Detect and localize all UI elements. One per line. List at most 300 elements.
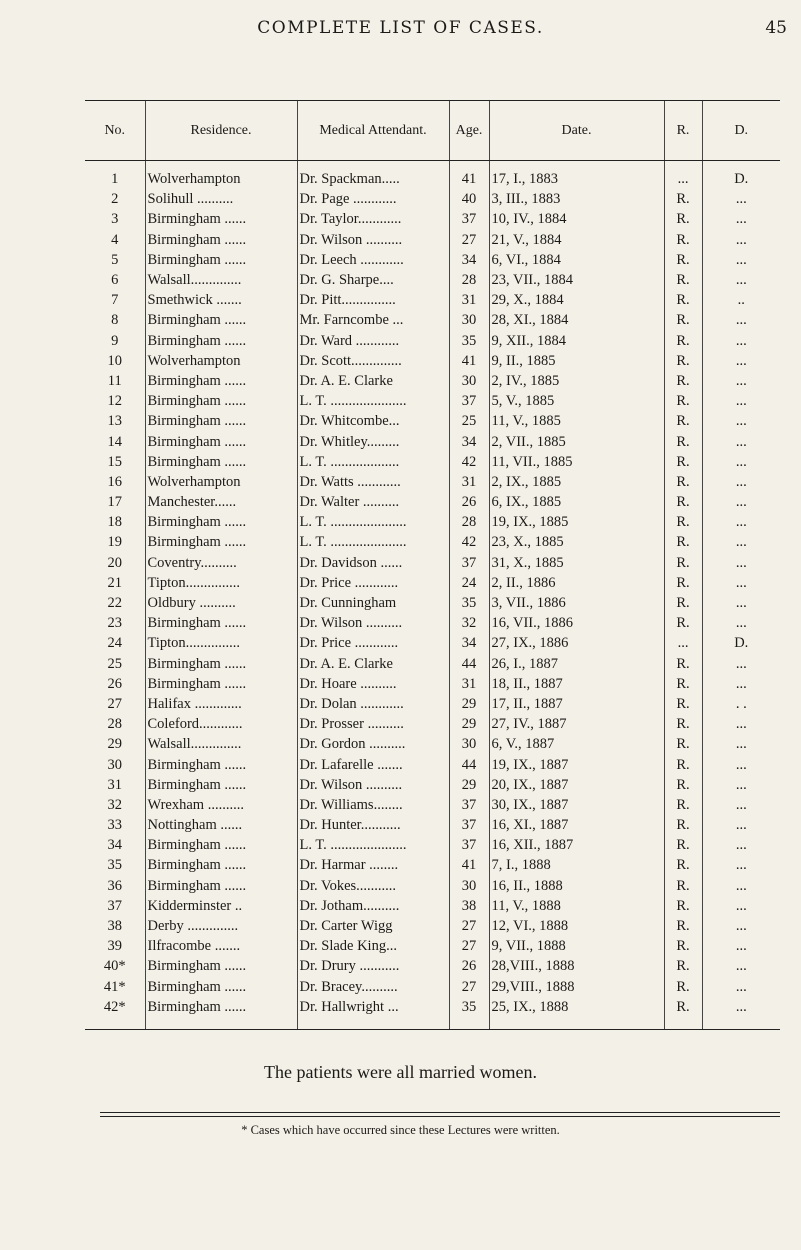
residence-cell: Birmingham ......	[145, 977, 297, 997]
age-cell: 37	[449, 835, 489, 855]
table-row	[85, 331, 780, 351]
recovered-cell: R.	[664, 694, 702, 714]
died-cell: ...	[702, 613, 780, 633]
date-cell: 28,VIII., 1888	[489, 956, 664, 976]
died-cell: ...	[702, 250, 780, 270]
died-cell: ...	[702, 674, 780, 694]
age-cell: 34	[449, 431, 489, 451]
case-number: 36	[107, 877, 122, 894]
recovered-cell: R.	[664, 351, 702, 371]
table-row	[85, 189, 780, 209]
case-number: 33	[107, 817, 122, 834]
column-header: D.	[702, 101, 780, 161]
attendant-cell: Dr. Leech ............	[297, 250, 449, 270]
attendant-cell: Dr. A. E. Clarke	[297, 654, 449, 674]
table-row	[85, 161, 780, 190]
recovered-cell: R.	[664, 371, 702, 391]
recovered-cell: R.	[664, 835, 702, 855]
recovered-cell: R.	[664, 674, 702, 694]
residence-cell: Birmingham ......	[145, 775, 297, 795]
recovered-cell: R.	[664, 532, 702, 552]
recovered-cell: R.	[664, 593, 702, 613]
recovered-cell: R.	[664, 452, 702, 472]
died-cell: ...	[702, 512, 780, 532]
died-cell: ...	[702, 795, 780, 815]
table-row	[85, 553, 780, 573]
age-cell: 42	[449, 452, 489, 472]
died-cell: ...	[702, 714, 780, 734]
recovered-cell: ...	[664, 633, 702, 653]
age-cell: 37	[449, 815, 489, 835]
date-cell: 26, I., 1887	[489, 654, 664, 674]
table-row	[85, 270, 780, 290]
residence-cell: Birmingham ......	[145, 674, 297, 694]
recovered-cell: R.	[664, 714, 702, 734]
recovered-cell: ...	[664, 161, 702, 190]
date-cell: 27, IX., 1886	[489, 633, 664, 653]
attendant-cell: Dr. Page ............	[297, 189, 449, 209]
date-cell: 6, V., 1887	[489, 734, 664, 754]
attendant-cell: Dr. Wilson ..........	[297, 613, 449, 633]
age-cell: 40	[449, 189, 489, 209]
attendant-cell: Mr. Farncombe ...	[297, 310, 449, 330]
died-cell: D.	[702, 633, 780, 653]
residence-cell: Wrexham ..........	[145, 795, 297, 815]
age-cell: 37	[449, 209, 489, 229]
died-cell: ...	[702, 472, 780, 492]
age-cell: 31	[449, 290, 489, 310]
table-row	[85, 633, 780, 653]
residence-cell: Ilfracombe .......	[145, 936, 297, 956]
died-cell: ...	[702, 734, 780, 754]
case-number: 10	[107, 352, 122, 369]
recovered-cell: R.	[664, 189, 702, 209]
table-row	[85, 916, 780, 936]
residence-cell: Birmingham ......	[145, 754, 297, 774]
age-cell: 44	[449, 754, 489, 774]
age-cell: 35	[449, 997, 489, 1030]
case-number: 35	[107, 857, 122, 874]
case-number: 1	[111, 171, 119, 188]
case-number: 24	[107, 635, 122, 652]
table-row	[85, 593, 780, 613]
table-row	[85, 472, 780, 492]
case-number: 27	[107, 695, 122, 712]
died-cell: ...	[702, 270, 780, 290]
case-number: 14	[107, 433, 122, 450]
case-number: 17	[107, 494, 122, 511]
column-header: R.	[664, 101, 702, 161]
date-cell: 21, V., 1884	[489, 230, 664, 250]
attendant-cell: Dr. Gordon ..........	[297, 734, 449, 754]
died-cell: ...	[702, 896, 780, 916]
died-cell: ...	[702, 331, 780, 351]
age-cell: 27	[449, 977, 489, 997]
died-cell: ...	[702, 230, 780, 250]
case-number: 22	[107, 595, 122, 612]
date-cell: 3, III., 1883	[489, 189, 664, 209]
case-number: 9	[111, 332, 119, 349]
case-number: 6	[111, 272, 119, 289]
residence-cell: Walsall..............	[145, 270, 297, 290]
died-cell: ...	[702, 956, 780, 976]
date-cell: 23, X., 1885	[489, 532, 664, 552]
date-cell: 20, IX., 1887	[489, 775, 664, 795]
attendant-cell: Dr. Whitley.........	[297, 431, 449, 451]
table-row	[85, 452, 780, 472]
table-row	[85, 775, 780, 795]
running-title: COMPLETE LIST OF CASES.	[257, 18, 544, 38]
table-row	[85, 876, 780, 896]
recovered-cell: R.	[664, 855, 702, 875]
date-cell: 11, V., 1885	[489, 411, 664, 431]
age-cell: 41	[449, 855, 489, 875]
date-cell: 2, IV., 1885	[489, 371, 664, 391]
age-cell: 24	[449, 573, 489, 593]
recovered-cell: R.	[664, 613, 702, 633]
residence-cell: Birmingham ......	[145, 209, 297, 229]
table-row	[85, 512, 780, 532]
case-number: 11	[107, 372, 122, 389]
residence-cell: Birmingham ......	[145, 654, 297, 674]
table-row	[85, 956, 780, 976]
recovered-cell: R.	[664, 956, 702, 976]
date-cell: 9, XII., 1884	[489, 331, 664, 351]
age-cell: 30	[449, 310, 489, 330]
column-header: Date.	[489, 101, 664, 161]
died-cell: ...	[702, 997, 780, 1030]
recovered-cell: R.	[664, 290, 702, 310]
residence-cell: Birmingham ......	[145, 431, 297, 451]
died-cell: ...	[702, 431, 780, 451]
age-cell: 38	[449, 896, 489, 916]
case-number: 31	[107, 776, 122, 793]
died-cell: D.	[702, 161, 780, 190]
attendant-cell: Dr. Cunningham	[297, 593, 449, 613]
recovered-cell: R.	[664, 795, 702, 815]
age-cell: 41	[449, 351, 489, 371]
age-cell: 27	[449, 916, 489, 936]
case-number: 40*	[103, 958, 126, 975]
recovered-cell: R.	[664, 270, 702, 290]
attendant-cell: Dr. Hoare ..........	[297, 674, 449, 694]
date-cell: 23, VII., 1884	[489, 270, 664, 290]
table-row	[85, 492, 780, 512]
table-row	[85, 613, 780, 633]
residence-cell: Birmingham ......	[145, 512, 297, 532]
attendant-cell: Dr. Davidson ......	[297, 553, 449, 573]
date-cell: 25, IX., 1888	[489, 997, 664, 1030]
residence-cell: Halifax .............	[145, 694, 297, 714]
date-cell: 5, V., 1885	[489, 391, 664, 411]
recovered-cell: R.	[664, 512, 702, 532]
residence-cell: Birmingham ......	[145, 956, 297, 976]
column-header: No.	[85, 101, 145, 161]
residence-cell: Derby ..............	[145, 916, 297, 936]
case-number: 12	[107, 393, 122, 410]
residence-cell: Wolverhampton	[145, 161, 297, 190]
died-cell: ...	[702, 351, 780, 371]
attendant-cell: L. T. .....................	[297, 835, 449, 855]
attendant-cell: Dr. Harmar ........	[297, 855, 449, 875]
date-cell: 6, IX., 1885	[489, 492, 664, 512]
residence-cell: Manchester......	[145, 492, 297, 512]
date-cell: 2, VII., 1885	[489, 431, 664, 451]
case-number: 28	[107, 716, 122, 733]
died-cell: ...	[702, 371, 780, 391]
attendant-cell: Dr. Slade King...	[297, 936, 449, 956]
summary-note: The patients were all married women.	[264, 1062, 537, 1082]
residence-cell: Birmingham ......	[145, 310, 297, 330]
date-cell: 31, X., 1885	[489, 553, 664, 573]
recovered-cell: R.	[664, 754, 702, 774]
age-cell: 35	[449, 331, 489, 351]
date-cell: 6, VI., 1884	[489, 250, 664, 270]
attendant-cell: Dr. Taylor............	[297, 209, 449, 229]
table-row	[85, 674, 780, 694]
table-row	[85, 754, 780, 774]
table-row	[85, 573, 780, 593]
date-cell: 30, IX., 1887	[489, 795, 664, 815]
table-row	[85, 896, 780, 916]
date-cell: 16, XI., 1887	[489, 815, 664, 835]
recovered-cell: R.	[664, 230, 702, 250]
date-cell: 18, II., 1887	[489, 674, 664, 694]
date-cell: 28, XI., 1884	[489, 310, 664, 330]
residence-cell: Kidderminster ..	[145, 896, 297, 916]
case-number: 21	[107, 574, 122, 591]
attendant-cell: Dr. Vokes...........	[297, 876, 449, 896]
attendant-cell: Dr. Pitt...............	[297, 290, 449, 310]
column-header: Age.	[449, 101, 489, 161]
case-number: 2	[111, 191, 119, 208]
age-cell: 42	[449, 532, 489, 552]
table-row	[85, 351, 780, 371]
died-cell: ..	[702, 290, 780, 310]
date-cell: 27, IV., 1887	[489, 714, 664, 734]
died-cell: . .	[702, 694, 780, 714]
recovered-cell: R.	[664, 775, 702, 795]
residence-cell: Birmingham ......	[145, 876, 297, 896]
age-cell: 41	[449, 161, 489, 190]
recovered-cell: R.	[664, 310, 702, 330]
recovered-cell: R.	[664, 250, 702, 270]
attendant-cell: Dr. A. E. Clarke	[297, 371, 449, 391]
attendant-cell: Dr. Jotham..........	[297, 896, 449, 916]
table-row	[85, 230, 780, 250]
table-row	[85, 250, 780, 270]
case-number: 4	[111, 231, 119, 248]
died-cell: ...	[702, 189, 780, 209]
case-number: 23	[107, 615, 122, 632]
age-cell: 31	[449, 472, 489, 492]
residence-cell: Birmingham ......	[145, 331, 297, 351]
date-cell: 7, I., 1888	[489, 855, 664, 875]
case-number: 30	[107, 756, 122, 773]
residence-cell: Wolverhampton	[145, 351, 297, 371]
attendant-cell: Dr. Carter Wigg	[297, 916, 449, 936]
recovered-cell: R.	[664, 997, 702, 1030]
cases-table	[85, 100, 780, 1030]
attendant-cell: Dr. Hallwright ...	[297, 997, 449, 1030]
table-row	[85, 371, 780, 391]
age-cell: 27	[449, 936, 489, 956]
age-cell: 26	[449, 956, 489, 976]
case-number: 7	[111, 292, 119, 309]
died-cell: ...	[702, 411, 780, 431]
table-row	[85, 431, 780, 451]
age-cell: 30	[449, 371, 489, 391]
page-number: 45	[765, 18, 787, 38]
died-cell: ...	[702, 835, 780, 855]
age-cell: 37	[449, 553, 489, 573]
residence-cell: Walsall..............	[145, 734, 297, 754]
table-row	[85, 714, 780, 734]
age-cell: 37	[449, 391, 489, 411]
table-row	[85, 310, 780, 330]
died-cell: ...	[702, 775, 780, 795]
died-cell: ...	[702, 754, 780, 774]
case-number: 13	[107, 413, 122, 430]
date-cell: 17, I., 1883	[489, 161, 664, 190]
age-cell: 32	[449, 613, 489, 633]
case-number: 39	[107, 938, 122, 955]
died-cell: ...	[702, 593, 780, 613]
case-number: 18	[107, 514, 122, 531]
attendant-cell: Dr. Dolan ............	[297, 694, 449, 714]
case-number: 20	[107, 554, 122, 571]
table-row	[85, 290, 780, 310]
attendant-cell: Dr. Whitcombe...	[297, 411, 449, 431]
date-cell: 10, IV., 1884	[489, 209, 664, 229]
case-number: 34	[107, 837, 122, 854]
column-header: Residence.	[145, 101, 297, 161]
residence-cell: Birmingham ......	[145, 371, 297, 391]
recovered-cell: R.	[664, 553, 702, 573]
attendant-cell: Dr. Hunter...........	[297, 815, 449, 835]
date-cell: 9, VII., 1888	[489, 936, 664, 956]
recovered-cell: R.	[664, 431, 702, 451]
date-cell: 16, VII., 1886	[489, 613, 664, 633]
recovered-cell: R.	[664, 896, 702, 916]
died-cell: ...	[702, 654, 780, 674]
attendant-cell: L. T. ...................	[297, 452, 449, 472]
died-cell: ...	[702, 310, 780, 330]
table-row	[85, 997, 780, 1030]
age-cell: 30	[449, 734, 489, 754]
age-cell: 26	[449, 492, 489, 512]
died-cell: ...	[702, 977, 780, 997]
case-number: 19	[107, 534, 122, 551]
residence-cell: Tipton...............	[145, 573, 297, 593]
residence-cell: Wolverhampton	[145, 472, 297, 492]
date-cell: 17, II., 1887	[489, 694, 664, 714]
case-number: 32	[107, 796, 122, 813]
died-cell: ...	[702, 553, 780, 573]
recovered-cell: R.	[664, 411, 702, 431]
attendant-cell: Dr. Bracey..........	[297, 977, 449, 997]
case-number: 42*	[85, 997, 145, 1030]
age-cell: 29	[449, 775, 489, 795]
recovered-cell: R.	[664, 472, 702, 492]
residence-cell: Nottingham ......	[145, 815, 297, 835]
attendant-cell: L. T. .....................	[297, 512, 449, 532]
date-cell: 2, IX., 1885	[489, 472, 664, 492]
attendant-cell: Dr. Wilson ..........	[297, 230, 449, 250]
died-cell: ...	[702, 936, 780, 956]
divider-rule	[100, 1112, 780, 1113]
residence-cell: Oldbury ..........	[145, 593, 297, 613]
age-cell: 31	[449, 674, 489, 694]
table-row	[85, 936, 780, 956]
case-number: 26	[107, 675, 122, 692]
attendant-cell: L. T. .....................	[297, 532, 449, 552]
recovered-cell: R.	[664, 734, 702, 754]
date-cell: 29, X., 1884	[489, 290, 664, 310]
divider-rule	[100, 1116, 780, 1117]
age-cell: 37	[449, 795, 489, 815]
recovered-cell: R.	[664, 209, 702, 229]
date-cell: 12, VI., 1888	[489, 916, 664, 936]
case-number: 29	[107, 736, 122, 753]
died-cell: ...	[702, 815, 780, 835]
attendant-cell: L. T. .....................	[297, 391, 449, 411]
case-number: 15	[107, 453, 122, 470]
date-cell: 16, II., 1888	[489, 876, 664, 896]
died-cell: ...	[702, 855, 780, 875]
died-cell: ...	[702, 916, 780, 936]
died-cell: ...	[702, 452, 780, 472]
attendant-cell: Dr. Ward ............	[297, 331, 449, 351]
residence-cell: Smethwick .......	[145, 290, 297, 310]
attendant-cell: Dr. Wilson ..........	[297, 775, 449, 795]
residence-cell: Birmingham ......	[145, 835, 297, 855]
table-row	[85, 209, 780, 229]
case-number: 37	[107, 897, 122, 914]
residence-cell: Birmingham ......	[145, 997, 297, 1030]
case-number: 5	[111, 251, 119, 268]
age-cell: 34	[449, 250, 489, 270]
table-row	[85, 532, 780, 552]
residence-cell: Birmingham ......	[145, 855, 297, 875]
recovered-cell: R.	[664, 815, 702, 835]
table-row	[85, 835, 780, 855]
date-cell: 19, IX., 1887	[489, 754, 664, 774]
age-cell: 34	[449, 633, 489, 653]
page-header	[0, 12, 801, 52]
table-row	[85, 654, 780, 674]
date-cell: 11, V., 1888	[489, 896, 664, 916]
recovered-cell: R.	[664, 492, 702, 512]
attendant-cell: Dr. Watts ............	[297, 472, 449, 492]
table-row	[85, 855, 780, 875]
date-cell: 16, XII., 1887	[489, 835, 664, 855]
residence-cell: Birmingham ......	[145, 411, 297, 431]
column-header: Medical Attendant.	[297, 101, 449, 161]
table-row	[85, 694, 780, 714]
residence-cell: Birmingham ......	[145, 250, 297, 270]
table-row	[85, 391, 780, 411]
recovered-cell: R.	[664, 916, 702, 936]
date-cell: 3, VII., 1886	[489, 593, 664, 613]
recovered-cell: R.	[664, 573, 702, 593]
residence-cell: Birmingham ......	[145, 452, 297, 472]
age-cell: 44	[449, 654, 489, 674]
residence-cell: Tipton...............	[145, 633, 297, 653]
recovered-cell: R.	[664, 936, 702, 956]
attendant-cell: Dr. Spackman.....	[297, 161, 449, 190]
date-cell: 2, II., 1886	[489, 573, 664, 593]
